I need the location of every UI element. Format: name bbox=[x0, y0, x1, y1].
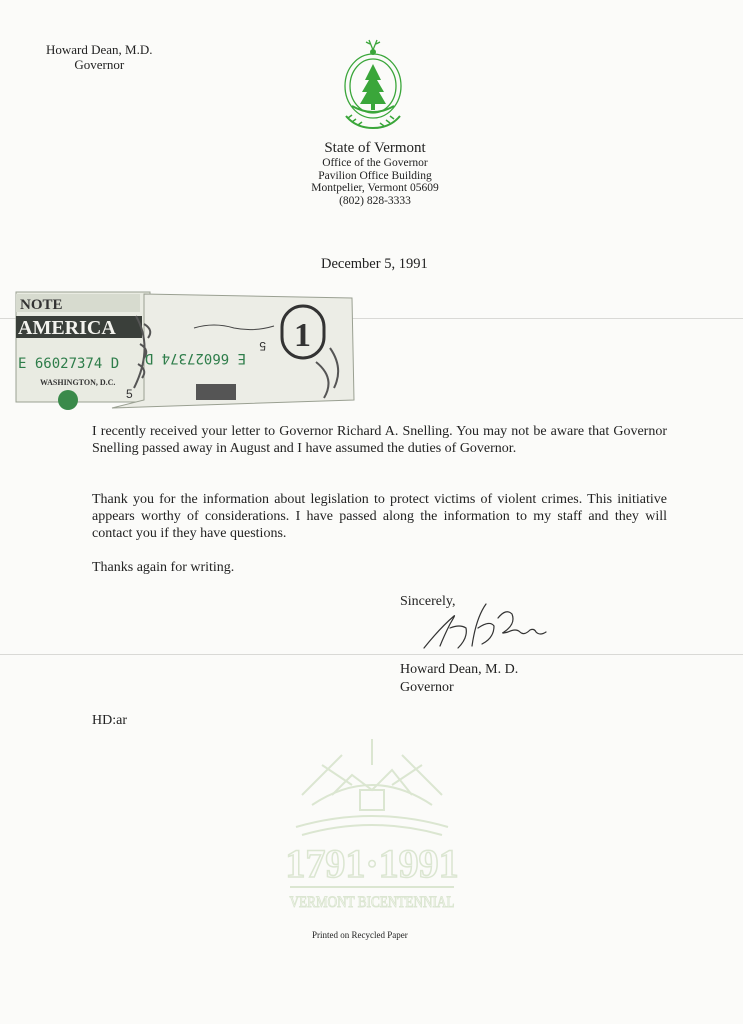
body-paragraph-3: Thanks again for writing. bbox=[92, 560, 235, 575]
bicentennial-years: 1791·1991 bbox=[285, 841, 459, 886]
bill-plate-number-inverted: 5 bbox=[259, 339, 266, 353]
bill-plate-number: 5 bbox=[126, 387, 133, 401]
fold-line-bottom bbox=[0, 654, 743, 655]
handwritten-signature bbox=[420, 598, 550, 654]
body-paragraph-2: Thank you for the information about legislation to protect victims of violent crimes. This initiative appears worthy of considerations. I have passed along the information to my staff and they will contact you if they have questions. bbox=[92, 492, 667, 541]
closing-block bbox=[400, 661, 518, 697]
vermont-seal-icon bbox=[336, 36, 410, 132]
bill-america-text: AMERICA bbox=[18, 317, 116, 339]
letter-date: December 5, 1991 bbox=[321, 256, 428, 272]
letterhead-phone: (802) 828-3333 bbox=[339, 194, 411, 207]
folded-dollar-bill bbox=[16, 288, 356, 408]
bicentennial-watermark-icon bbox=[282, 735, 462, 920]
sender-block bbox=[46, 42, 153, 72]
closing-name: Howard Dean, M. D. bbox=[400, 662, 519, 677]
sender-title: Governor bbox=[74, 57, 125, 72]
bill-city-text: WASHINGTON, D.C. bbox=[40, 378, 116, 387]
closing-salutation: Sincerely, bbox=[400, 594, 456, 609]
body-paragraph-1: I recently received your letter to Governor Richard A. Snelling. You may not be aware that Governor Snelling passed away in August and I have assumed the duties of Governor. bbox=[92, 424, 667, 456]
recycled-paper-footer: Printed on Recycled Paper bbox=[312, 930, 408, 940]
bill-denomination: 1 bbox=[294, 317, 311, 354]
letterhead-city: Montpelier, Vermont 05609 bbox=[311, 182, 439, 194]
typist-initials: HD:ar bbox=[92, 713, 127, 728]
bicentennial-caption: VERMONT BICENTENNIAL bbox=[289, 894, 455, 911]
bill-note-text: NOTE bbox=[20, 297, 63, 313]
letterhead bbox=[290, 140, 460, 207]
sender-name: Howard Dean, M.D. bbox=[46, 42, 153, 57]
letterhead-office: Office of the Governor bbox=[322, 157, 428, 169]
bill-serial: E 66027374 D bbox=[18, 356, 120, 372]
letterhead-building: Pavilion Office Building bbox=[318, 169, 432, 182]
letterhead-state: State of Vermont bbox=[324, 140, 426, 156]
closing-title: Governor bbox=[400, 680, 454, 695]
bill-serial-inverted: E 66027374 D bbox=[144, 350, 246, 366]
